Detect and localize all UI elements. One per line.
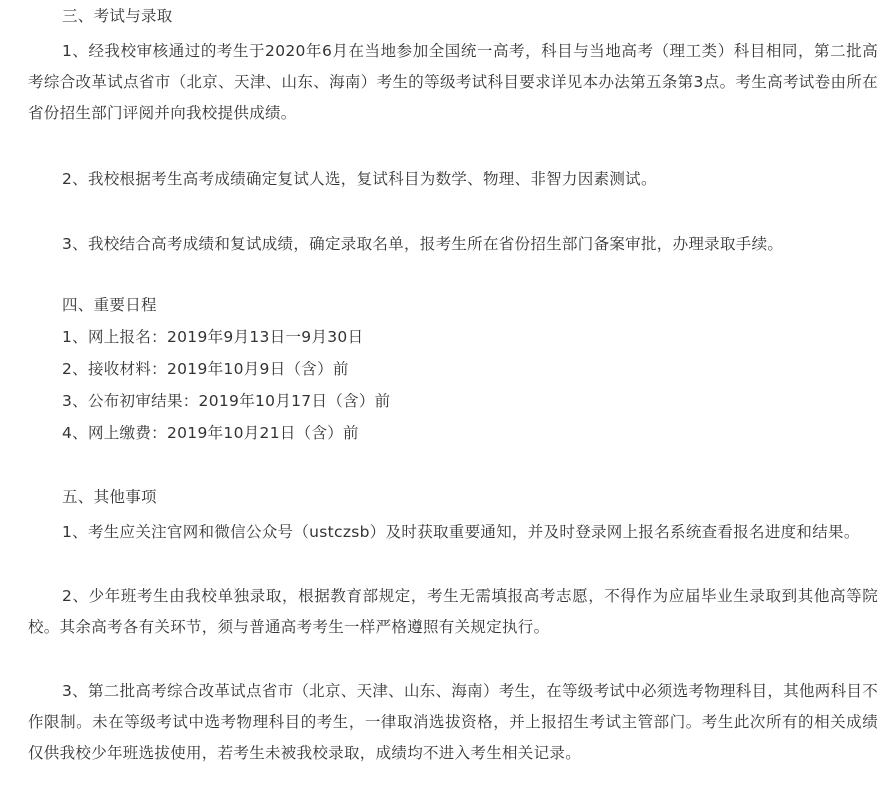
- exam-admission-item-2: 2、我校根据考生高考成绩确定复试人选，复试科目为数学、物理、非智力因素测试。: [62, 170, 657, 188]
- section-heading-exam-admission: 三、考试与录取: [62, 7, 173, 25]
- schedule-item-4: 4、网上缴费：2019年10月21日（含）前: [62, 424, 359, 442]
- section-heading-schedule: 四、重要日程: [62, 296, 157, 314]
- exam-admission-item-1: 1、经我校审核通过的考生于2020年6月在当地参加全国统一高考，科目与当地高考（理工类）科目相同，第二批高考综合改革试点省市（北京、天津、山东、海南）考生的等级考试科目要求详见本办法第五条第3点。考生高考试卷由所在省份招生部门评阅并向我校提供成绩。: [28, 42, 878, 122]
- schedule-item-1: 1、网上报名：2019年9月13日一9月30日: [62, 328, 364, 346]
- schedule-item-3: 3、公布初审结果：2019年10月17日（含）前: [62, 392, 391, 410]
- exam-admission-item-3: 3、我校结合高考成绩和复试成绩，确定录取名单，报考生所在省份招生部门备案审批，办理录取手续。: [62, 235, 784, 253]
- section-heading-other-matters: 五、其他事项: [62, 488, 157, 506]
- other-matters-item-1: 1、考生应关注官网和微信公众号（ustczsb）及时获取重要通知，并及时登录网上报名系统查看报名进度和结果。: [62, 523, 860, 541]
- other-matters-item-2: 2、少年班考生由我校单独录取，根据教育部规定，考生无需填报高考志愿，不得作为应届毕业生录取到其他高等院校。其余高考各有关环节，须与普通高考考生一样严格遵照有关规定执行。: [28, 587, 878, 636]
- schedule-item-2: 2、接收材料：2019年10月9日（含）前: [62, 360, 349, 378]
- other-matters-item-3: 3、第二批高考综合改革试点省市（北京、天津、山东、海南）考生，在等级考试中必须选考物理科目，其他两科目不作限制。未在等级考试中选考物理科目的考生，一律取消选拔资格，并上报招生考试主管部门。考生此次所有的相关成绩仅供我校少年班选拔使用，若考生未被我校录取，成绩均不进入考生相关记录。: [28, 682, 878, 762]
